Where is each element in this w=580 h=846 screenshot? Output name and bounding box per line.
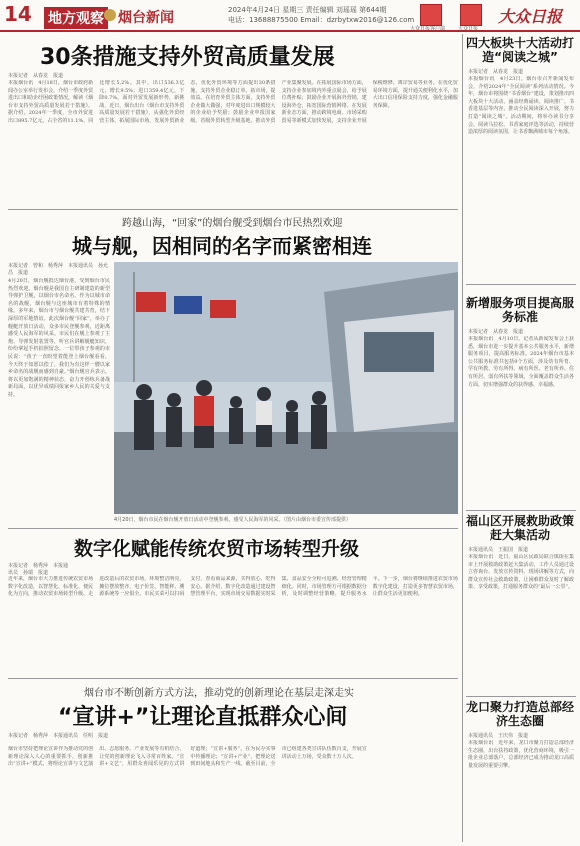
- masthead-logo: 大众日报: [498, 7, 563, 26]
- divider: [466, 696, 576, 697]
- editor-name: 刘瑶瑶: [335, 6, 357, 14]
- sidebar-body: 本报烟台讯 近年来，龙口市聚力打造总部经济生态圈，出台扶持政策，优化营商环境，吸引一批企业总部落户，总部经济已成为推动龙口高质量发展的重要引擎。: [468, 740, 574, 769]
- qr-code-icon[interactable]: [420, 4, 442, 26]
- byline: 本报记者 曾和 杨秀萍 本报通讯员 孙允昌 报道: [8, 263, 109, 276]
- byline: 本报通讯员 王振国 报道: [468, 547, 529, 553]
- section-label: 地方观察: [44, 7, 108, 29]
- byline: 本报记者 杨秀萍 本报通讯员 孙瑞 报道: [8, 563, 69, 576]
- headline: 数字化赋能传统农贸市场转型升级: [74, 538, 360, 560]
- issue-date: 2024年4月24日: [228, 6, 281, 14]
- article-body: 4月20日，烟台舰抵达烟台港，受到烟台市民热烈欢迎。烟台舰是我国自主研制建造的新型导弹护卫舰，以烟台市名命名。作为以城市命名的战舰，烟台舰与这座城市有着特殊的情缘。多年来，烟台市与烟台舰共建共育，结下深厚的军地情谊。此次烟台舰“回家”，举办了舰艇开放日活动，众多市民登舰参观，近距离感受人民海军的风采。市民们在舰上参观了主炮、导弹发射装置等，听官兵讲解舰艇知识，纷纷拿起手机拍照留念。一位带孩子参观的市民说：“孩子一直盼望着能登上烟台舰看看，今天终于如愿以偿了，我们为有这样一艘以家乡命名的战舰而感到自豪。”烟台舰官兵表示，将以更加饱满的精神状态，奋力开创练兵备战新局面，以优异成绩回报家乡人民的关爱与支持。: [8, 278, 110, 398]
- byline: 本报记者 从春龙 报道: [8, 73, 64, 79]
- headline: 城与舰，因相同的名字而紧密相连: [72, 234, 372, 258]
- qr-label: 大众日报: [458, 26, 479, 32]
- editor-label: 责任编辑: [305, 6, 334, 14]
- divider: [8, 528, 458, 529]
- city-emblem-icon: [104, 9, 116, 21]
- sidebar-headline: 龙口聚力打造总部经济生态圈: [466, 700, 575, 728]
- byline: 本报记者 杨秀萍 本报通讯员 任明 报道: [8, 733, 109, 739]
- qr-code-icon[interactable]: [460, 4, 482, 26]
- divider: [466, 284, 576, 285]
- section-name: 烟台新闻: [118, 10, 174, 26]
- byline: 本报记者 从春龙 报道: [468, 329, 524, 335]
- page-number: 14: [4, 2, 32, 26]
- email: Email：dzrbytxw2016@126.com: [300, 16, 415, 24]
- headline: “宣讲+”让理论直抵群众心间: [58, 705, 348, 730]
- photo-caption: 4月20日，烟台市民在烟台舰开放日活动中登舰参观，感受人民海军的风采。（图片由烟台市委宣传部提供）: [114, 517, 352, 523]
- byline: 本报通讯员 王庆伟 报道: [468, 733, 529, 739]
- issue-number: 第644期: [359, 6, 387, 14]
- qr-label: 大众日报客户端: [410, 26, 446, 32]
- page-header: [0, 0, 580, 32]
- column-divider: [462, 34, 463, 842]
- sidebar-body: 本报烟台讯 4月10日，记者从新闻发布会上获悉，烟台市进一步提升基本公共服务水平，新增服务项目，提高服务标准。2024年烟台市基本公共服务标准共包括9个方面，涉及幼有所育、学有所教、劳有所得、病有所医、老有所养、住有所居、弱有所扶等领域，全面覆盖群众生活各方面，切实增强群众的获得感、幸福感。: [468, 336, 574, 388]
- weekday: 星期三: [282, 6, 304, 14]
- kicker: 烟台市不断创新方式方法，推动党的创新理论在基层走深走实: [84, 688, 354, 699]
- article-body: 烟台市坚持把理论宣讲作为推动党的创新理论深入人心的重要抓手，创新推出“宣讲+”模式，将理论宣讲与文艺演出、志愿服务、产业发展等有机结合，让党的创新理论飞入寻常百姓家。“宣讲+文艺”，用群众喜闻乐见的方式讲好道理；“宣讲+服务”，在为民办实事中传播理论；“宣讲+产业”，把理论送到田间地头和生产一线。截至目前，全市已组建各类宣讲队伍数百支，开展宣讲活动上万场，受众数十万人次。: [8, 746, 367, 768]
- phone: 电话：13688875500: [228, 16, 298, 24]
- sidebar-headline: 四大板块十大活动打造“阅读之城”: [466, 36, 575, 64]
- photo-ship-visitors: [114, 262, 458, 514]
- headline: 30条措施支持外贸高质量发展: [40, 45, 335, 70]
- sidebar-body: 本报烟台讯 近日，福山区民政局联合镇街在集市上开展救助政策赶大集活动，工作人员通过设立咨询台、发放宣传资料、现场讲解等方式，向群众宣传社会救助政策，让困难群众及时了解政策、享受政策，打通服务群众的“最后一公里”。: [468, 554, 574, 591]
- photo-illustration: [114, 262, 458, 514]
- sidebar-body: 本报烟台讯 4月23日，烟台市召开新闻发布会，介绍2024年“全民阅读”系列活动情况。今年，烟台市将围绕“书香烟台”建设，策划推出四大板块十大活动，涵盖经典诵读、阅读推广、书香进基层等内容，推动全民阅读深入开展，努力打造“阅读之城”。活动期间，将举办读书分享会、阅读马拉松、书香家庭评选等活动，持续营造浓厚的阅读氛围，让书香飘满城市每个角落。: [468, 76, 574, 136]
- kicker: 跨越山海，“回家”的烟台舰受到烟台市民热烈欢迎: [122, 218, 343, 229]
- article-body: 近年来，烟台市大力推进传统农贸市场数字化改造，以智慧化、标准化、便民化为方向，推动农贸市场转型升级。走进改造后的农贸市场，环境整洁明亮，摊位摆放整齐，电子价签、智能秤、溯源系统等一应俱全。市民买菜可以扫码支付，查看商品来源，买得放心、吃得安心。据介绍，数字化改造通过建设智慧管理平台，实现市场交易数据实时采集、食品安全全程可追溯、经营管理精细化。同时，市场管理方可根据数据分析，及时调整经营策略，提升服务水平。下一步，烟台将继续推进农贸市场数字化建设，打造更多智慧农贸市场，让群众生活更加便利。: [8, 576, 458, 598]
- sidebar-headline: 福山区开展救助政策赶大集活动: [466, 514, 575, 542]
- divider: [8, 678, 458, 679]
- divider: [8, 209, 458, 210]
- divider: [466, 510, 576, 511]
- sidebar-headline: 新增服务项目提高服务标准: [466, 296, 575, 324]
- byline: 本报记者 从春龙 报道: [468, 69, 524, 75]
- article-body: 本报烟台讯 4月18日，烟台市政府新闻办公室举行发布会，介绍一季度外贸进出口和助企纾困政策情况，解读《烟台市支持外贸高质量发展若干措施》。据介绍，2024年一季度，全市外贸进出口895.7亿元，占全省的11.1%，同比增长5.2%。其中，出口536.3亿元，增长9.5%；进口359.4亿元，下降0.7%。面对外贸发展新形势，新挑战，近日，烟台出台《烟台市支持外贸高质量发展若干措施》，从强化外贸经营主体，拓展国际市场，发展外贸新业态，优化外贸环境等方面提出30条措施，支持外贸企业稳订单，拓市场，提效益。在培育外贸主体方面，支持外贸企业做大做强，对年度进出口规模较大的企业给予奖励；鼓励企业申报国家级、省级外贸转型升级基地，推动外贸产业集聚发展。在拓展国际市场方面，支持企业参加境内外重点展会，给予展位费补贴；鼓励企业开展海外营销，建设海外仓，拓宽国际营销网络。在发展新业态方面，推动跨境电商、市场采购贸易等新模式加快发展，支持企业开展保税维修、离岸贸易等业务。在优化贸易环境方面，提升通关便利化水平，加大出口信用保险支持力度，强化金融服务保障。: [8, 80, 458, 124]
